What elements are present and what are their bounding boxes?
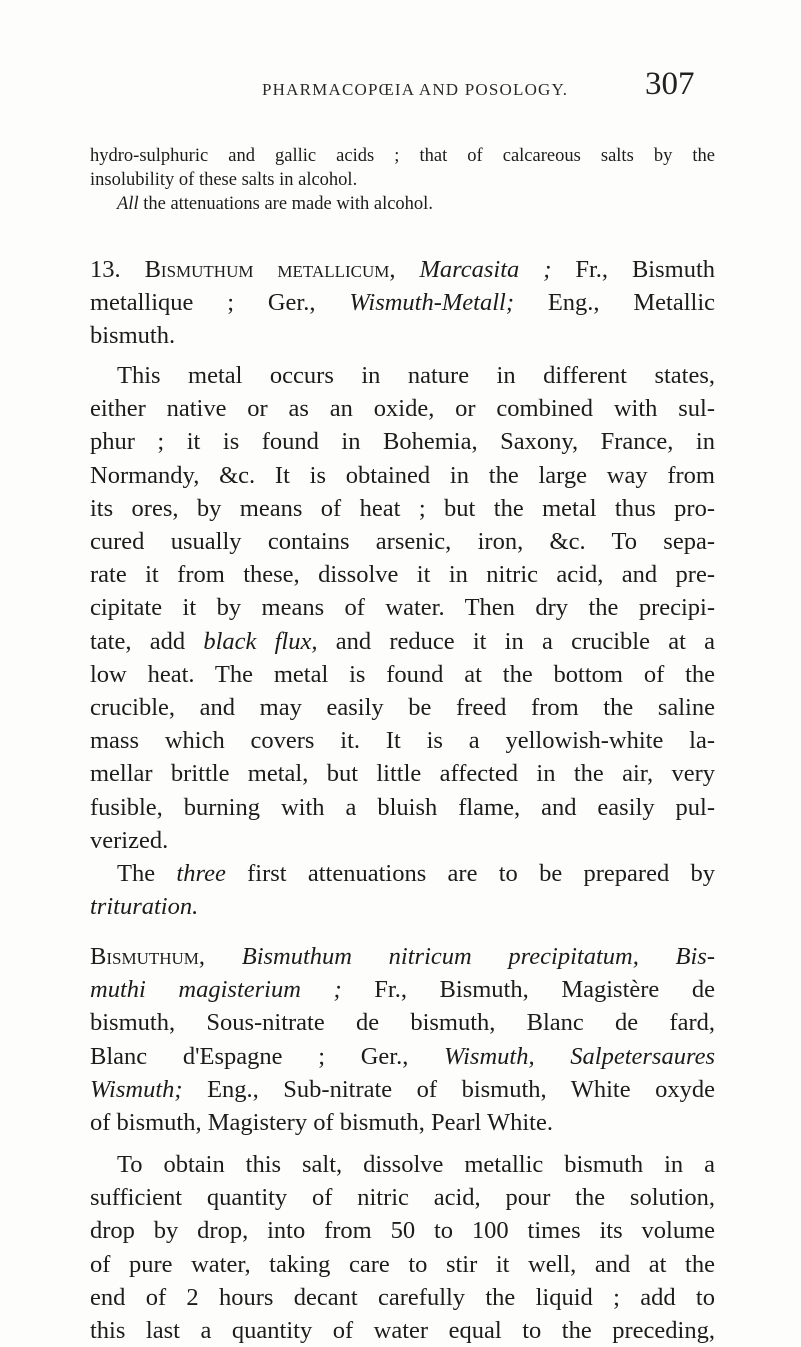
italic-text: Bismuthum nitricum precipitatum, Bis- xyxy=(241,943,715,970)
text-line: Wismuth; Eng., Sub-nitrate of bismuth, White oxyde xyxy=(90,1075,715,1103)
description-paragraph xyxy=(90,359,715,923)
italic-text: muthi magisterium ; xyxy=(90,976,342,1004)
text-line: drop by drop, into from 50 to 100 times its volume xyxy=(90,1217,715,1245)
italic-text: Wismuth-Metall; xyxy=(349,289,514,317)
text-line: crucible, and may easily be freed from the saline xyxy=(90,694,715,722)
text-line: bismuth, Sous-nitrate de bismuth, Blanc de fard, xyxy=(90,1009,715,1037)
italic-text: black flux, xyxy=(203,627,318,655)
text-line: this last a quantity of water equal to the preceding, xyxy=(90,1317,715,1345)
text-line: The three first attenuations are to be prepared by xyxy=(117,860,715,888)
text-line: its ores, by means of heat ; but the metal thus pro- xyxy=(90,494,715,522)
text-line: cured usually contains arsenic, iron, &c. To sepa- xyxy=(90,528,715,556)
italic-text: trituration. xyxy=(90,893,199,921)
text-line: mellar brittle metal, but little affected in the air, very xyxy=(90,760,715,788)
entry-heading: Bismuthum, xyxy=(90,943,206,970)
text-line: of pure water, taking care to stir it well, and at the xyxy=(90,1250,715,1278)
text-line: cipitate it by means of water. Then dry the precipi- xyxy=(90,594,715,622)
running-head xyxy=(0,66,801,106)
text-line: verized. xyxy=(90,826,169,854)
text-line: bismuth. xyxy=(90,322,176,350)
text-line: Blanc d'Espagne ; Ger., Wismuth, Salpetersaures xyxy=(90,1042,715,1070)
text-line: 13. Bismuthum metallicum, Marcasita ; Fr., Bismuth xyxy=(90,256,716,283)
text-line: tate, add black flux, and reduce it in a crucible at a xyxy=(90,627,715,655)
text-line: insolubility of these salts in alcohol. xyxy=(90,170,358,190)
page-number: 307 xyxy=(645,66,695,102)
running-title: PHARMACOPŒIA AND POSOLOGY. xyxy=(262,80,569,99)
entry-bismuthum-nitricum xyxy=(90,940,715,1139)
italic-text: Marcasita ; xyxy=(419,256,552,283)
text-line: All the attenuations are made with alcohol. xyxy=(117,194,433,214)
text-line: of bismuth, Magistery of bismuth, Pearl White. xyxy=(90,1109,553,1137)
italic-text: Wismuth, Salpetersaures xyxy=(444,1042,715,1070)
text-line: sufficient quantity of nitric acid, pour the solution, xyxy=(90,1184,715,1212)
text-line: either native or as an oxide, or combined with sul- xyxy=(90,395,715,423)
text-line: phur ; it is found in Bohemia, Saxony, France, in xyxy=(90,428,715,456)
text-line: metallique ; Ger., Wismuth-Metall; Eng., Metallic xyxy=(90,289,716,317)
text-line: end of 2 hours decant carefully the liquid ; add to xyxy=(90,1283,715,1311)
text-line: hydro-sulphuric and gallic acids ; that of calcareous salts by the xyxy=(90,146,715,166)
text-line: mass which covers it. It is a yellowish-white la- xyxy=(90,727,715,755)
text-line: This metal occurs in nature in different states, xyxy=(117,362,715,389)
text-line: fusible, burning with a bluish flame, and easily pul- xyxy=(90,793,715,821)
italic-text: three xyxy=(176,860,226,888)
entry-bismuthum-metallicum xyxy=(90,253,715,353)
italic-text: Wismuth; xyxy=(90,1075,183,1103)
text-line: muthi magisterium ; Fr., Bismuth, Magistère de xyxy=(90,976,715,1004)
preparation-paragraph xyxy=(90,1148,715,1347)
text-line: low heat. The metal is found at the bottom of the xyxy=(90,660,715,688)
text-line xyxy=(90,890,715,923)
intro-paragraph xyxy=(90,144,715,216)
text-line: Normandy, &c. It is obtained in the large way from xyxy=(90,461,715,489)
text-line: rate it from these, dissolve it in nitric acid, and pre- xyxy=(90,561,715,589)
text-line: To obtain this salt, dissolve metallic bismuth in a xyxy=(117,1151,715,1178)
entry-heading: Bismuthum metallicum, xyxy=(144,256,396,283)
text-line xyxy=(90,940,715,973)
italic-text: All xyxy=(117,194,139,214)
